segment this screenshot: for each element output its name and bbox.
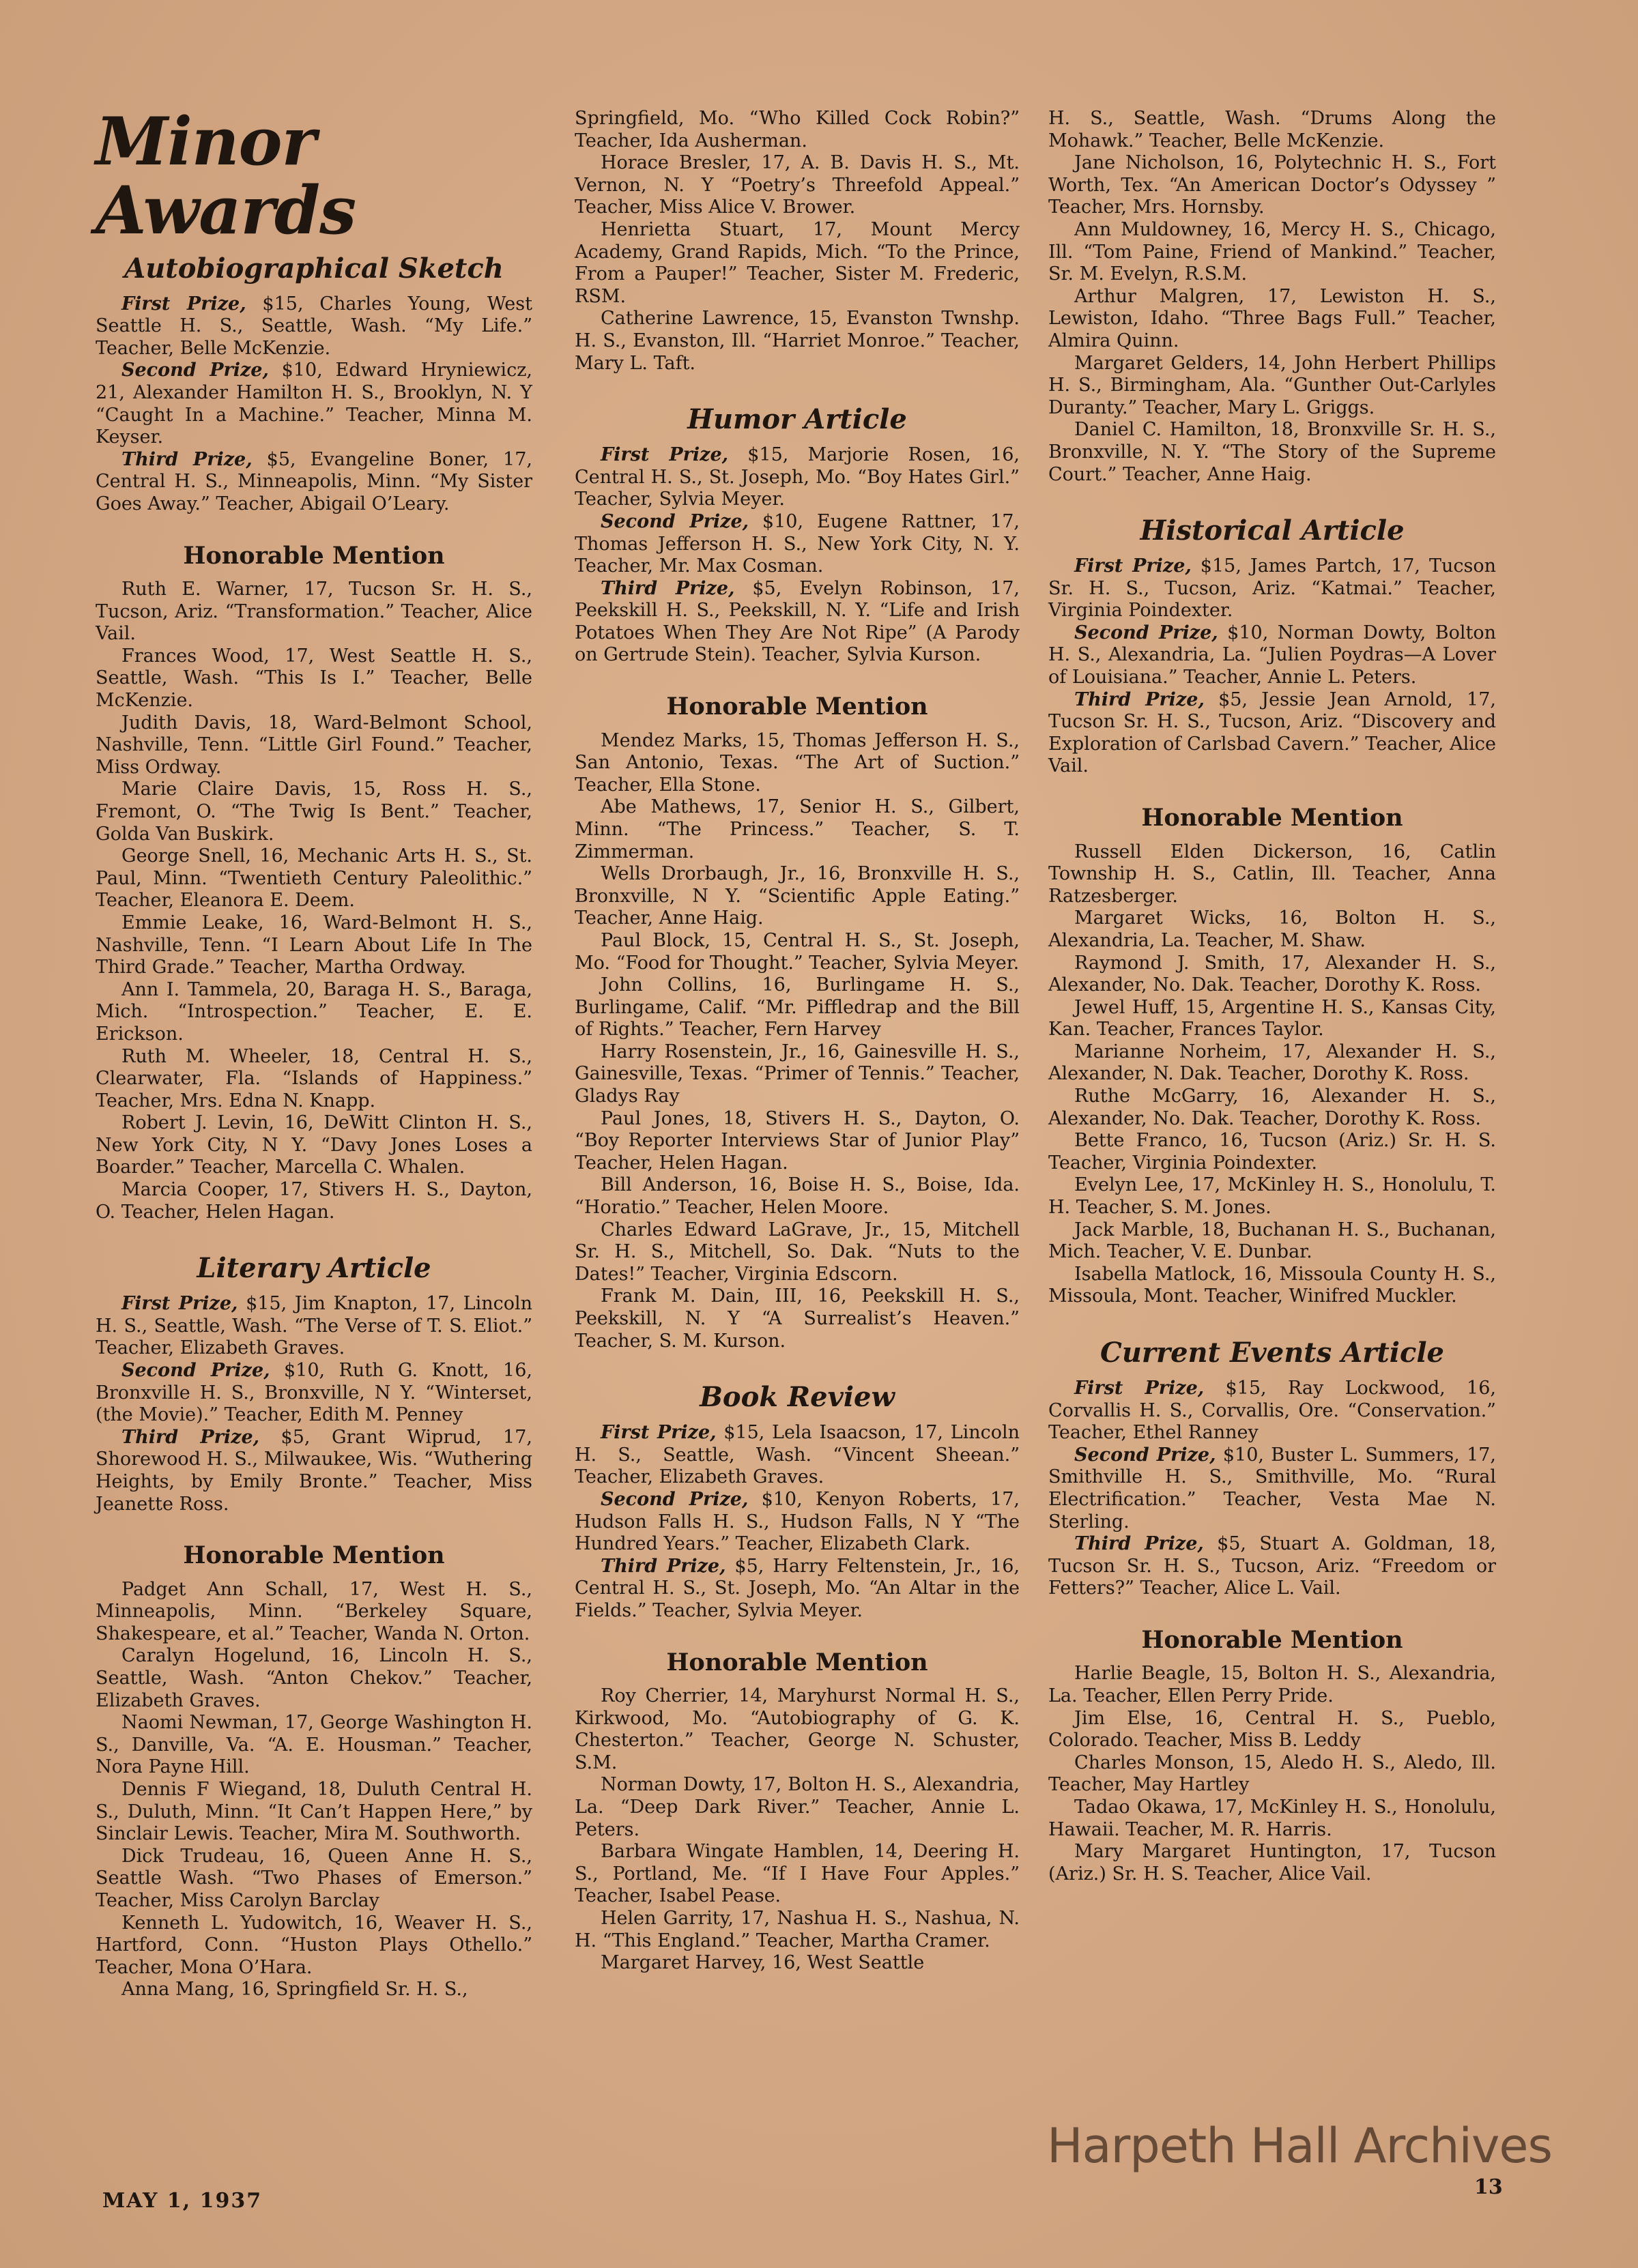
prize-entry: [575, 578, 1020, 667]
section-heading-autobiographical-sketch: Autobiographical Sketch: [124, 252, 504, 285]
prize-entry: [575, 1556, 1020, 1623]
mention-entry: Isabella Matlock, 16, Missoula County H. S., Missoula, Mont. Teacher, Winifred Muckler.: [1048, 1263, 1496, 1307]
prize-label: First Prize,: [1074, 1378, 1205, 1399]
prize-text: $15, Lela Isaacson, 17, Lincoln H. S., Seattle, Wash. “Vincent Sheean.” Teacher, Elizabeth Graves.: [575, 1422, 1020, 1488]
prize-text: $10, Buster L. Summers, 17, Smithville H. S., Smithville, Mo. “Rural Electrification.” Teacher, Vesta Mae N. Sterling.: [1048, 1444, 1497, 1532]
mention-entry: Bette Franco, 16, Tucson (Ariz.) Sr. H. S. Teacher, Virginia Poindexter.: [1048, 1130, 1496, 1174]
mention-entry: Henrietta Stuart, 17, Mount Mercy Academy, Grand Rapids, Mich. “To the Prince, From a Pauper!” Teacher, Sister M. Frederic, RSM.: [575, 218, 1020, 307]
mention-entry: Paul Jones, 18, Stivers H. S., Dayton, O. “Boy Reporter Interviews Star of Junior Play” Teacher, Helen Hagan.: [575, 1107, 1020, 1174]
mention-entry: Anna Mang, 16, Springfield Sr. H. S.,: [121, 1979, 468, 2001]
mention-entry: Roy Cherrier, 14, Maryhurst Normal H. S., Kirkwood, Mo. “Autobiography of G. K. Chesterton.” Teacher, George N. Schuster, S.M.: [575, 1685, 1020, 1773]
mention-entry: Horace Bresler, 17, A. B. Davis H. S., Mt. Vernon, N. Y “Poetry’s Threefold Appeal.” Teacher, Miss Alice V. Brower.: [575, 152, 1020, 218]
prize-label: Second Prize,: [601, 1488, 749, 1510]
mention-entry: Evelyn Lee, 17, McKinley H. S., Honolulu, T. H. Teacher, S. M. Jones.: [1048, 1174, 1496, 1219]
mention-entry: Bill Anderson, 16, Boise H. S., Boise, Ida. “Horatio.” Teacher, Helen Moore.: [575, 1174, 1020, 1219]
mention-entry: Frances Wood, 17, West Seattle H. S., Seattle, Wash. “This Is I.” Teacher, Belle McKenzie.: [96, 645, 532, 711]
prize-entry: [1048, 1444, 1496, 1533]
honorable-mention-heading: Honorable Mention: [183, 1541, 445, 1570]
prize-text: $10, Ruth G. Knott, 16, Bronxville H. S., Bronxville, N Y. “Winterset, (the Movie).” Teacher, Edith M. Penney: [96, 1360, 532, 1426]
prize-label: Second Prize,: [601, 510, 749, 532]
mention-entry: Arthur Malgren, 17, Lewiston H. S., Lewiston, Idaho. “Three Bags Full.” Teacher, Almira Quinn.: [1048, 285, 1496, 351]
prize-text: $15, Jim Knapton, 17, Lincoln H. S., Seattle, Wash. “The Verse of T. S. Eliot.” Teacher, Elizabeth Graves.: [96, 1293, 533, 1359]
mention-entry: Ann Muldowney, 16, Mercy H. S., Chicago, Ill. “Tom Paine, Friend of Mankind.” Teacher, Sr. M. Evelyn, R.S.M.: [1048, 218, 1496, 285]
issue-date: MAY 1, 1937: [102, 2189, 263, 2213]
column-2: [575, 108, 1020, 1975]
prize-entry: [1048, 1378, 1496, 1444]
prize-label: Third Prize,: [121, 448, 253, 470]
prize-entry: [575, 1489, 1020, 1556]
mention-entry: Marcia Cooper, 17, Stivers H. S., Dayton, O. Teacher, Helen Hagan.: [96, 1179, 532, 1223]
prize-label: First Prize,: [121, 293, 246, 315]
prize-label: First Prize,: [601, 444, 729, 466]
prize-text: $10, Edward Hryniewicz, 21, Alexander Hamilton H. S., Brooklyn, N. Y “Caught In a Machine.” Teacher, Minna M. Keyser.: [96, 360, 532, 448]
prize-text: $15, Ray Lockwood, 16, Corvallis H. S., Corvallis, Ore. “Conservation.” Teacher, Ethel Ranney: [1048, 1378, 1497, 1444]
prize-entry: [575, 444, 1020, 511]
mention-entry: Daniel C. Hamilton, 18, Bronxville Sr. H. S., Bronxville, N. Y. “The Story of the Supreme Court.” Teacher, Anne Haig.: [1048, 419, 1496, 485]
mention-entry: Ruthe McGarry, 16, Alexander H. S., Alexander, No. Dak. Teacher, Dorothy K. Ross.: [1048, 1086, 1496, 1129]
mention-entry: Caralyn Hogelund, 16, Lincoln H. S., Seattle, Wash. “Anton Chekov.” Teacher, Elizabeth Graves.: [96, 1645, 532, 1711]
mention-entry: Jane Nicholson, 16, Polytechnic H. S., Fort Worth, Tex. “An American Doctor’s Odyssey ” Teacher, Mrs. Hornsby.: [1048, 152, 1496, 218]
prize-entry: [96, 1293, 532, 1360]
prize-entry: [1048, 622, 1496, 689]
column-1: [96, 103, 533, 2001]
section-heading-historical-article: Historical Article: [1140, 514, 1405, 547]
mention-entry: Catherine Lawrence, 15, Evanston Twnshp. H. S., Evanston, Ill. “Harriet Monroe.” Teacher, Mary L. Taft.: [575, 308, 1020, 374]
mention-entry: Barbara Wingate Hamblen, 14, Deering H. S., Portland, Me. “If I Have Four Apples.” Teacher, Isabel Pease.: [575, 1841, 1020, 1907]
mention-entry: Harry Rosenstein, Jr., 16, Gainesville H. S., Gainesville, Texas. “Primer of Tennis.” Teacher, Gladys Ray: [575, 1041, 1020, 1107]
mention-entry: Tadao Okawa, 17, McKinley H. S., Honolulu, Hawaii. Teacher, M. R. Harris.: [1048, 1797, 1496, 1840]
prize-label: Second Prize,: [1074, 622, 1218, 643]
mention-entry: Helen Garrity, 17, Nashua H. S., Nashua, N. H. “This England.” Teacher, Martha Cramer.: [575, 1907, 1020, 1951]
page-title: Minor Awards: [96, 103, 356, 249]
page-number: 13: [1474, 2175, 1503, 2199]
section-heading-book-review: Book Review: [700, 1381, 895, 1414]
mention-entry: Marie Claire Davis, 15, Ross H. S., Fremont, O. “The Twig Is Bent.” Teacher, Golda Van Buskirk.: [96, 779, 532, 845]
mention-entry: Jewel Huff, 15, Argentine H. S., Kansas City, Kan. Teacher, Frances Taylor.: [1048, 996, 1496, 1041]
mention-entry: Margaret Gelders, 14, John Herbert Phillips H. S., Birmingham, Ala. “Gunther Out-Carlyles Duranty.” Teacher, Mary L. Griggs.: [1048, 352, 1496, 418]
mention-entry: Ann I. Tammela, 20, Baraga H. S., Baraga, Mich. “Introspection.” Teacher, E. E. Erickson.: [96, 978, 532, 1045]
honorable-mention-heading: Honorable Mention: [1141, 804, 1403, 832]
prize-label: Third Prize,: [121, 1426, 260, 1448]
prize-text: $10, Norman Dowty, Bolton H. S., Alexandria, La. “Julien Poydras—A Lover of Louisiana.” Teacher, Annie L. Peters.: [1048, 622, 1496, 688]
mention-entry: Naomi Newman, 17, George Washington H. S., Danville, Va. “A. E. Housman.” Teacher, Nora Payne Hill.: [96, 1712, 532, 1778]
mention-entry: Abe Mathews, 17, Senior H. S., Gilbert, Minn. “The Princess.” Teacher, S. T. Zimmerman.: [575, 796, 1020, 862]
prize-entry: [96, 1360, 532, 1427]
column-3: [1048, 108, 1496, 1885]
mention-entry: Charles Edward LaGrave, Jr., 15, Mitchell Sr. H. S., Mitchell, So. Dak. “Nuts to the Dates!” Teacher, Virginia Edscorn.: [575, 1219, 1020, 1285]
mention-entry: Margaret Harvey, 16, West Seattle: [601, 1952, 925, 1974]
prize-text: $15, James Partch, 17, Tucson Sr. H. S., Tucson, Ariz. “Katmai.” Teacher, Virginia Poindexter.: [1048, 555, 1497, 622]
mention-entry: Norman Dowty, 17, Bolton H. S., Alexandria, La. “Deep Dark River.” Teacher, Annie L. Peters.: [575, 1774, 1020, 1840]
mention-entry: Emmie Leake, 16, Ward-Belmont H. S., Nashville, Tenn. “I Learn About Life In The Third Grade.” Teacher, Martha Ordway.: [96, 912, 532, 978]
prize-label: Second Prize,: [1074, 1444, 1216, 1466]
honorable-mention-heading: Honorable Mention: [1141, 1625, 1403, 1654]
prize-text: $5, Harry Feltenstein, Jr., 16, Central H. S., St. Joseph, Mo. “An Altar in the Fields.” Teacher, Sylvia Meyer.: [575, 1555, 1020, 1621]
prize-label: Second Prize,: [121, 360, 269, 381]
prize-label: Third Prize,: [601, 1555, 726, 1577]
prize-text: $10, Eugene Rattner, 17, Thomas Jefferson H. S., New York City, N. Y. Teacher, Mr. Max Cosman.: [575, 510, 1020, 577]
mention-entry: Mary Margaret Huntington, 17, Tucson (Ariz.) Sr. H. S. Teacher, Alice Vail.: [1048, 1841, 1496, 1885]
mention-entry: John Collins, 16, Burlingame H. S., Burlingame, Calif. “Mr. Piffledrap and the Bill of Rights.” Teacher, Fern Harvey: [575, 974, 1020, 1041]
mention-entry: Marianne Norheim, 17, Alexander H. S., Alexander, N. Dak. Teacher, Dorothy K. Ross.: [1048, 1041, 1496, 1085]
prize-entry: [96, 293, 532, 360]
prize-text: $15, Charles Young, West Seattle H. S., Seattle, Wash. “My Life.” Teacher, Belle McKenzie.: [96, 293, 532, 359]
mention-entry: Kenneth L. Yudowitch, 16, Weaver H. S., Hartford, Conn. “Huston Plays Othello.” Teacher, Mona O’Hara.: [96, 1912, 532, 1978]
prize-text: $5, Stuart A. Goldman, 18, Tucson Sr. H. S., Tucson, Ariz. “Freedom or Fetters?” Teacher, Alice L. Vail.: [1048, 1533, 1496, 1599]
prize-text: $5, Evangeline Boner, 17, Central H. S., Minneapolis, Minn. “My Sister Goes Away.” Teacher, Abigail O’Leary.: [96, 448, 532, 514]
mention-entry: H. S., Seattle, Wash. “Drums Along the Mohawk.” Teacher, Belle McKenzie.: [1048, 108, 1496, 151]
prize-entry: [575, 1422, 1020, 1489]
mention-entry: Ruth E. Warner, 17, Tucson Sr. H. S., Tucson, Ariz. “Transformation.” Teacher, Alice Vail.: [96, 579, 532, 645]
prize-label: Third Prize,: [601, 577, 735, 599]
mention-entry: Judith Davis, 18, Ward-Belmont School, Nashville, Tenn. “Little Girl Found.” Teacher, Miss Ordway.: [96, 712, 532, 778]
section-heading-humor-article: Humor Article: [687, 403, 907, 436]
mention-entry: Frank M. Dain, III, 16, Peekskill H. S., Peekskill, N. Y “A Surrealist’s Heaven.” Teacher, S. M. Kurson.: [575, 1285, 1020, 1352]
prize-entry: [96, 360, 532, 448]
prize-entry: [575, 511, 1020, 578]
mention-entry: Dennis F Wiegand, 18, Duluth Central H. S., Duluth, Minn. “It Can’t Happen Here,” by Sinclair Lewis. Teacher, Mira M. Southworth.: [96, 1779, 532, 1845]
honorable-mention-heading: Honorable Mention: [183, 541, 445, 570]
mention-entry: Wells Drorbaugh, Jr., 16, Bronxville H. S., Bronxville, N Y. “Scientific Apple Eating.” Teacher, Anne Haig.: [575, 863, 1020, 929]
mention-entry: Dick Trudeau, 16, Queen Anne H. S., Seattle Wash. “Two Phases of Emerson.” Teacher, Miss Carolyn Barclay: [96, 1845, 532, 1911]
mention-entry: Russell Elden Dickerson, 16, Catlin Township H. S., Catlin, Ill. Teacher, Anna Ratzesberger.: [1048, 841, 1496, 907]
mention-entry: Ruth M. Wheeler, 18, Central H. S., Clearwater, Fla. “Islands of Happiness.” Teacher, Mrs. Edna N. Knapp.: [96, 1045, 532, 1111]
prize-label: First Prize,: [121, 1293, 238, 1315]
prize-entry: [96, 449, 532, 516]
prize-label: Third Prize,: [1074, 1533, 1204, 1555]
archive-watermark: Harpeth Hall Archives: [1047, 2118, 1552, 2174]
section-heading-literary-article: Literary Article: [197, 1252, 431, 1285]
prize-label: First Prize,: [601, 1422, 717, 1444]
prize-label: Second Prize,: [121, 1360, 270, 1382]
prize-text: $5, Evelyn Robinson, 17, Peekskill H. S., Peekskill, N. Y. “Life and Irish Potatoes When They Are Not Ripe” (A Parody on Gertrude Stein). Teacher, Sylvia Kurson.: [575, 577, 1020, 666]
mention-entry: Charles Monson, 15, Aledo H. S., Aledo, Ill. Teacher, May Hartley: [1048, 1751, 1496, 1796]
prize-entry: [1048, 555, 1496, 622]
prize-label: First Prize,: [1074, 555, 1192, 577]
mention-entry: Springfield, Mo. “Who Killed Cock Robin?” Teacher, Ida Ausherman.: [575, 108, 1020, 151]
mention-entry: Padget Ann Schall, 17, West H. S., Minneapolis, Minn. “Berkeley Square, Shakespeare, et al.” Teacher, Wanda N. Orton.: [96, 1578, 532, 1644]
honorable-mention-heading: Honorable Mention: [666, 693, 928, 721]
mention-entry: Harlie Beagle, 15, Bolton H. S., Alexandria, La. Teacher, Ellen Perry Pride.: [1048, 1663, 1496, 1707]
section-heading-current-events-article: Current Events Article: [1100, 1337, 1444, 1369]
mention-entry: Raymond J. Smith, 17, Alexander H. S., Alexander, No. Dak. Teacher, Dorothy K. Ross.: [1048, 952, 1496, 996]
prize-text: $10, Kenyon Roberts, 17, Hudson Falls H. S., Hudson Falls, N Y “The Hundred Years.” Teacher, Elizabeth Clark.: [575, 1488, 1020, 1555]
prize-text: $5, Grant Wiprud, 17, Shorewood H. S., Milwaukee, Wis. “Wuthering Heights, by Emily Bronte.” Teacher, Miss Jeanette Ross.: [96, 1426, 532, 1515]
prize-entry: [1048, 1533, 1496, 1600]
prize-text: $5, Jessie Jean Arnold, 17, Tucson Sr. H. S., Tucson, Ariz. “Discovery and Exploration of Carlsbad Cavern.” Teacher, Alice Vail.: [1048, 688, 1496, 777]
mention-entry: Jim Else, 16, Central H. S., Pueblo, Colorado. Teacher, Miss B. Leddy: [1048, 1707, 1496, 1751]
prize-label: Third Prize,: [1074, 688, 1205, 710]
mention-entry: Robert J. Levin, 16, DeWitt Clinton H. S., New York City, N Y. “Davy Jones Loses a Boarder.” Teacher, Marcella C. Whalen.: [96, 1112, 532, 1178]
prize-text: $15, Marjorie Rosen, 16, Central H. S., St. Joseph, Mo. “Boy Hates Girl.” Teacher, Sylvia Meyer.: [575, 444, 1020, 510]
prize-entry: [96, 1427, 532, 1515]
mention-entry: George Snell, 16, Mechanic Arts H. S., St. Paul, Minn. “Twentieth Century Paleolithic.” Teacher, Eleanora E. Deem.: [96, 845, 532, 912]
prize-entry: [1048, 689, 1496, 778]
mention-entry: Paul Block, 15, Central H. S., St. Joseph, Mo. “Food for Thought.” Teacher, Sylvia Meyer.: [575, 929, 1020, 974]
mention-entry: Margaret Wicks, 16, Bolton H. S., Alexandria, La. Teacher, M. Shaw.: [1048, 907, 1496, 951]
mention-entry: Mendez Marks, 15, Thomas Jefferson H. S., San Antonio, Texas. “The Art of Suction.” Teacher, Ella Stone.: [575, 729, 1020, 796]
mention-entry: Jack Marble, 18, Buchanan H. S., Buchanan, Mich. Teacher, V. E. Dunbar.: [1048, 1219, 1496, 1263]
honorable-mention-heading: Honorable Mention: [666, 1648, 928, 1676]
